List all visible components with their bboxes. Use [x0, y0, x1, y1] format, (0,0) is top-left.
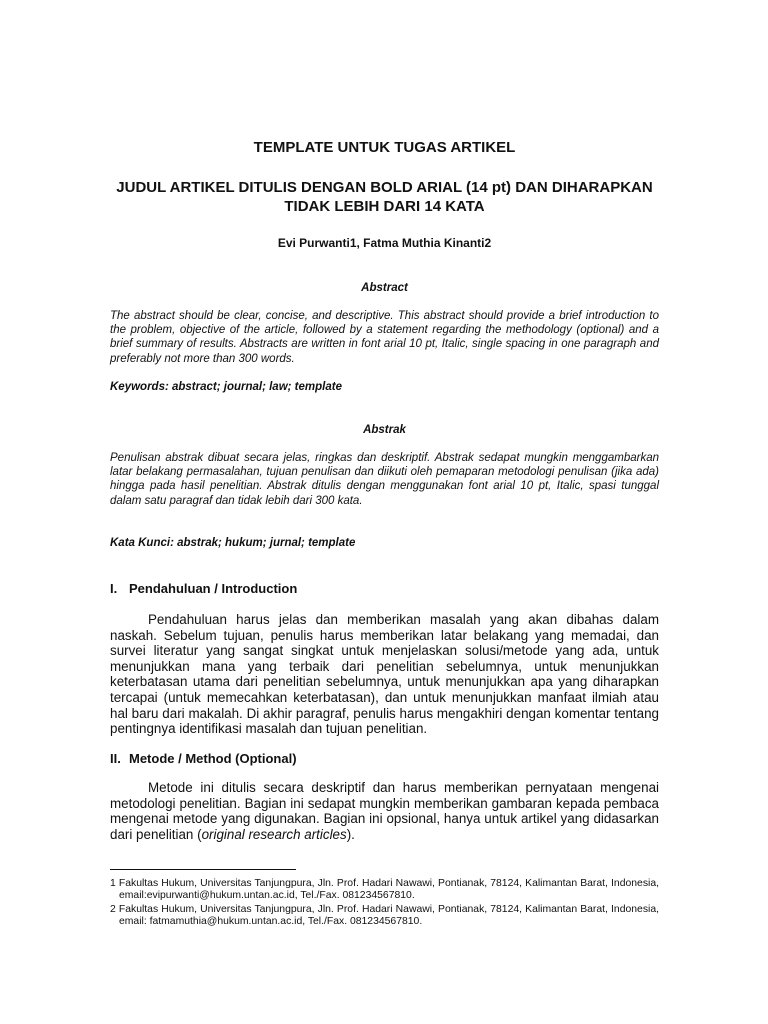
abstrak-text: Penulisan abstrak dibuat secara jelas, ringkas dan deskriptif. Abstrak sedapat mungkin menggambarkan latar belakang permasalahan, tujuan penulisan dan diikuti oleh pemaparan metodologi penulisan (jika ada) hingga pada hasil penelitian. Abstrak ditulis dengan menggunakan font arial 10 pt, Italic, spasi tunggal dalam satu paragraf dan tidak lebih dari 300 kata. — [110, 452, 659, 507]
section-heading-introduction — [110, 581, 659, 596]
section-heading-method — [110, 751, 659, 766]
section-number: I. — [110, 581, 118, 596]
footnote-separator — [110, 869, 296, 870]
kata-kunci-line: Kata Kunci: abstrak; hukum; jurnal; template — [110, 537, 356, 549]
abstract-text: The abstract should be clear, concise, and descriptive. This abstract should provide a brief introduction to the problem, objective of the article, followed by a statement regarding the methodology (optional) and a brief summary of results. Abstracts are written in font arial 10 pt, Italic, single spacing in one paragraph and preferably not more than 300 words. — [110, 310, 659, 365]
section-number: II. — [110, 751, 121, 766]
method-text: Metode ini ditulis secara deskriptif dan harus memberikan pernyataan mengenai metodologi penelitian. Bagian ini sedapat mungkin memberikan gambaran kepada pembaca mengenai metode yang digunakan. Bagian ini opsional, hanya untuk artikel yang didasarkan dari penelitian ( — [110, 780, 659, 842]
method-paragraph — [110, 780, 659, 842]
introduction-paragraph: Pendahuluan harus jelas dan memberikan masalah yang akan dibahas dalam naskah. Sebelum tujuan, penulis harus memberikan latar belakang yang memadai, dan survei literatur yang sangat singkat untuk menjelaskan solusi/metode yang ada, untuk menunjukkan mana yang terbaik dari penelitian sebelumnya, untuk menunjukkan keterbatasan utama dari penelitian sebelumnya, untuk menunjukkan apa yang diharapkan tercapai (untuk memecahkan keterbatasan), dan untuk menunjukkan manfaat ilmiah atau hal baru dari makalah. Di akhir paragraf, penulis harus mengakhiri dengan komentar tentang pentingnya identifikasi masalah dan tujuan penelitian. — [110, 612, 659, 737]
authors-line: Evi Purwanti1, Fatma Muthia Kinanti2 — [277, 236, 492, 250]
keywords-line: Keywords: abstract; journal; law; template — [110, 381, 342, 393]
section-title: Metode / Method (Optional) — [129, 751, 297, 766]
method-italic-text: original research articles — [201, 826, 347, 842]
document-page — [110, 0, 659, 1024]
abstract-heading: Abstract — [361, 282, 408, 294]
abstrak-heading: Abstrak — [363, 424, 406, 436]
footnote-2: 2 Fakultas Hukum, Universitas Tanjungpura, Jln. Prof. Hadari Nawawi, Pontianak, 78124, Kalimantan Barat, Indonesia, email: fatmamuthia@hukum.untan.ac.id, Tel./Fax. 081234567810. — [110, 904, 659, 928]
article-title: JUDUL ARTIKEL DITULIS DENGAN BOLD ARIAL (14 pt) DAN DIHARAPKAN TIDAK LEBIH DARI 14 KATA — [116, 179, 653, 215]
template-title: TEMPLATE UNTUK TUGAS ARTIKEL — [253, 139, 516, 156]
footnote-1: 1 Fakultas Hukum, Universitas Tanjungpura, Jln. Prof. Hadari Nawawi, Pontianak, 78124, Kalimantan Barat, Indonesia, email:evipurwanti@hukum.untan.ac.id, Tel./Fax. 081234567810. — [110, 878, 659, 902]
section-title: Pendahuluan / Introduction — [129, 581, 298, 596]
method-text-end: ). — [346, 826, 355, 842]
